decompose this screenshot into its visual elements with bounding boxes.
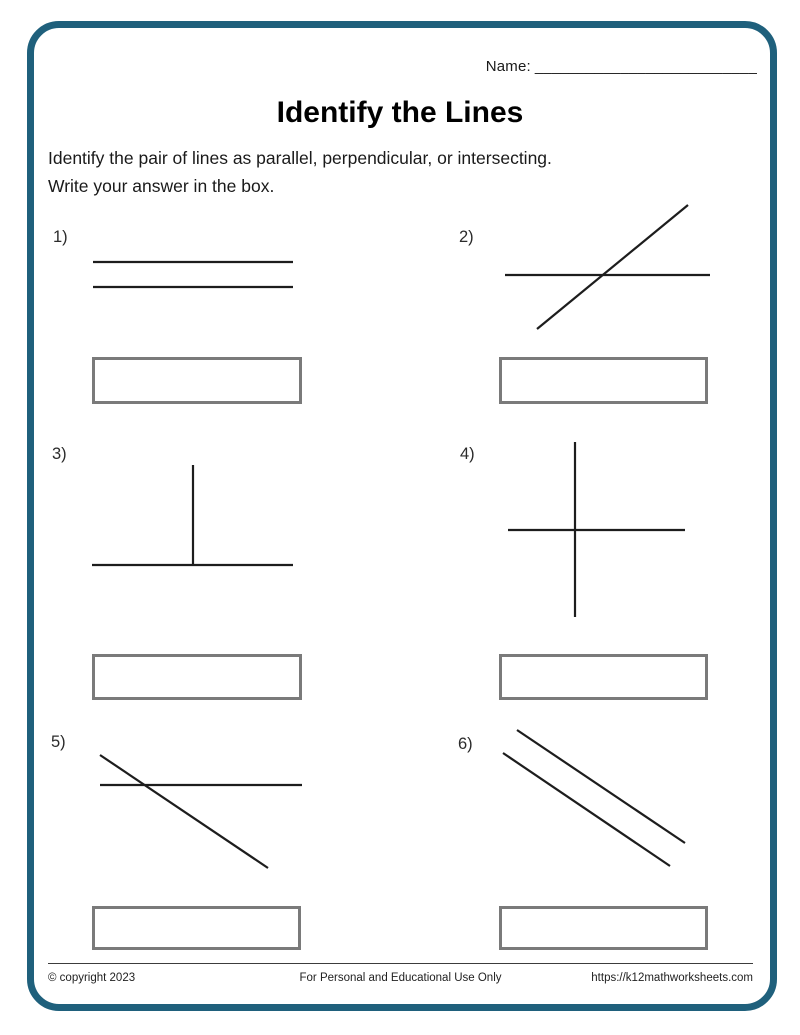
problem-4-number: 4) [460,445,475,463]
page-title: Identify the Lines [276,96,524,129]
name-line [486,58,757,75]
name-blank-field[interactable]: __________________________ [534,58,757,75]
problem-5-number: 5) [51,733,66,751]
problem-3 [40,437,320,707]
footer-url: https://k12mathworksheets.com [591,972,753,984]
footer-usage-note: For Personal and Educational Use Only [299,972,502,984]
problem-6-answer-box[interactable] [499,906,708,950]
problem-6 [446,725,736,958]
problem-2 [446,196,736,408]
problem-1 [40,220,320,410]
name-label: Name: [485,58,531,75]
problem-5 [40,725,320,958]
instructions [48,145,668,200]
problem-1-number: 1) [53,228,68,246]
problem-3-answer-box[interactable] [92,654,302,700]
problem-5-answer-box[interactable] [92,906,301,950]
problem-6-number: 6) [458,735,473,753]
problem-2-number: 2) [459,228,474,246]
problem-1-answer-box[interactable] [92,357,302,404]
instructions-line-2: Write your answer in the box. [48,175,275,196]
instructions-line-1: Identify the pair of lines as parallel, perpendicular, or intersecting. [48,148,552,168]
problem-3-number: 3) [52,445,67,463]
footer-copyright: © copyright 2023 [48,972,136,984]
problem-2-answer-box[interactable] [499,357,708,404]
problem-4-answer-box[interactable] [499,654,708,700]
problem-4 [446,437,736,707]
footer-divider [48,963,753,964]
